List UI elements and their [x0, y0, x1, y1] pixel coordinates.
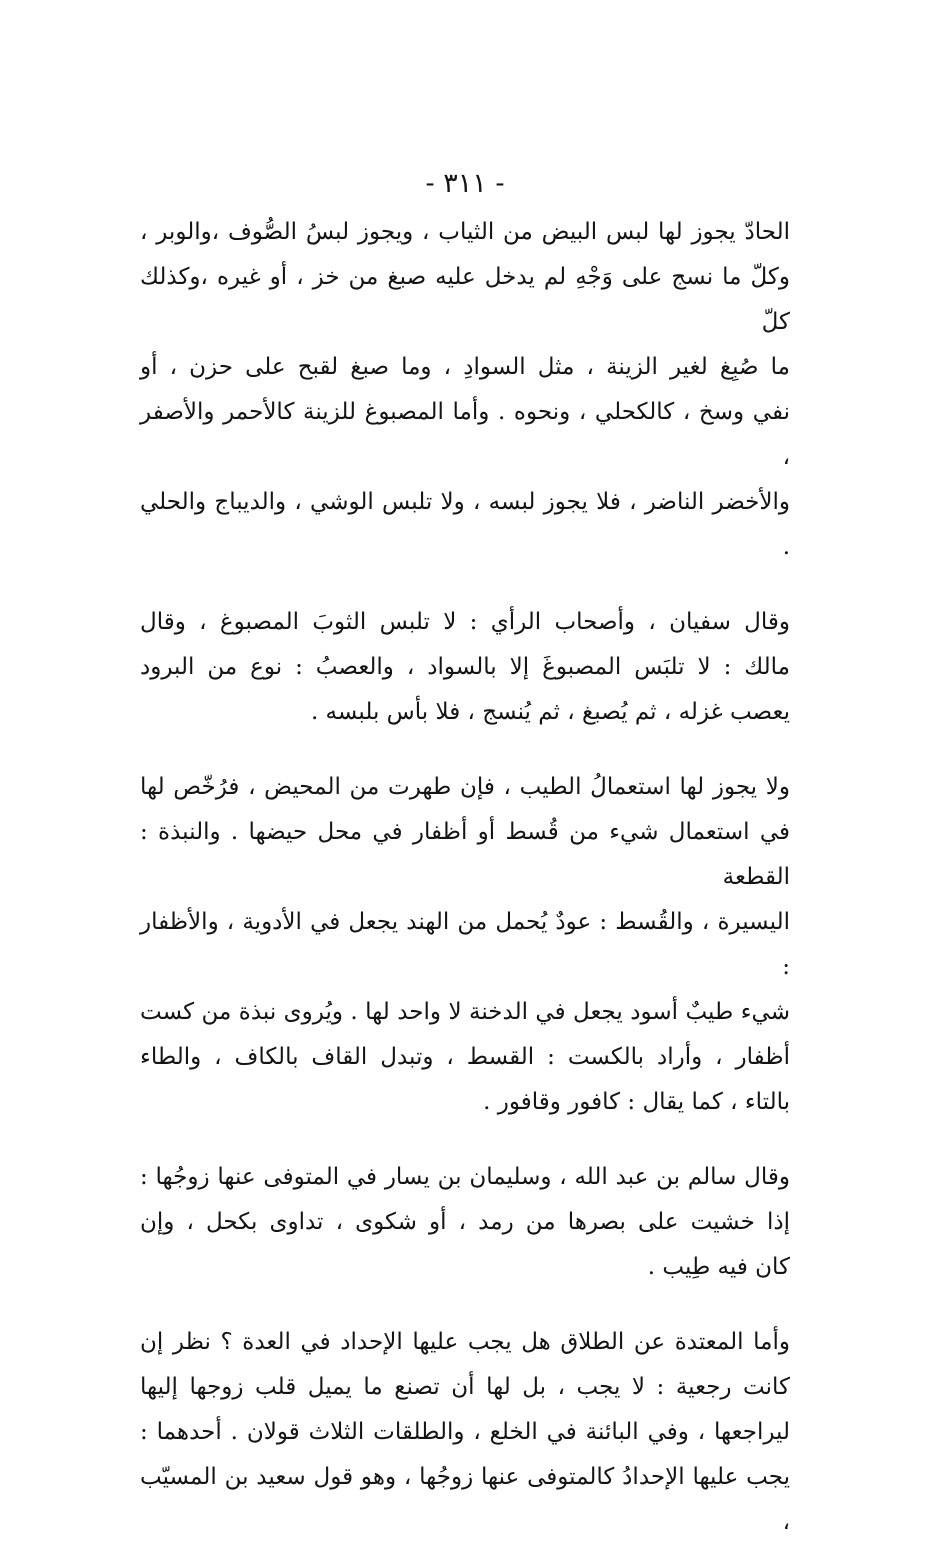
paragraph-1 [140, 210, 790, 570]
body-text [140, 210, 790, 1545]
text-line: في استعمال شيء من قُسط أو أظفار في محل حيضها . والنبذة : القطعة [140, 819, 790, 890]
text-line: وأما المعتدة عن الطلاق هل يجب عليها الإحداد في العدة ؟ نظر إن [140, 1329, 790, 1355]
paragraph-3 [140, 765, 790, 1125]
text-line: يجب عليها الإحدادُ كالمتوفى عنها زوجُها ، وهو قول سعيد بن المسيّب ، [140, 1464, 790, 1535]
page-number: - ٣١١ - [425, 168, 505, 199]
text-line: بالتاء ، كما يقال : كافور وقافور . [483, 1089, 790, 1115]
text-line: مالك : لا تلبَس المصبوغَ إلا بالسواد ، والعصبُ : نوع من البرود [140, 654, 790, 680]
text-line: إذا خشيت على بصرها من رمد ، أو شكوى ، تداوى بكحل ، وإن [140, 1209, 790, 1235]
text-line: كان فيه طِيب . [647, 1254, 790, 1280]
paragraph-4 [140, 1155, 790, 1290]
text-line: نفي وسخ ، كالكحلي ، ونحوه . وأما المصبوغ للزينة كالأحمر والأصفر ، [140, 399, 790, 470]
paragraph-2 [140, 600, 790, 735]
text-line: وقال سالم بن عبد الله ، وسليمان بن يسار في المتوفى عنها زوجُها : [140, 1164, 790, 1190]
text-line: شيء طيبٌ أسود يجعل في الدخنة لا واحد لها . ويُروى نبذة من كست [140, 999, 790, 1025]
text-line: أظفار ، وأراد بالكست : القسط ، وتبدل القاف بالكاف ، والطاء [140, 1044, 790, 1070]
text-line: وقال سفيان ، وأصحاب الرأي : لا تلبس الثوبَ المصبوغ ، وقال [140, 609, 790, 635]
paragraph-5 [140, 1320, 790, 1545]
text-line: يعصب غزله ، ثم يُصبغ ، ثم يُنسج ، فلا بأس بلبسه . [310, 699, 790, 725]
text-line: وكلّ ما نسج على وَجْهِ لم يدخل عليه صبغ من خز ، أو غيره ،وكذلك كلّ [140, 264, 790, 335]
text-line: ليراجعها ، وفي البائنة في الخلع ، والطلقات الثلاث قولان . أحدهما : [140, 1419, 790, 1445]
text-line: ما صُبِغ لغير الزينة ، مثل السوادِ ، وما صبغ لقبح على حزن ، أو [140, 354, 790, 380]
text-line: ولا يجوز لها استعمالُ الطيب ، فإن طهرت من المحيض ، فرُخّص لها [140, 774, 790, 800]
text-line: والأخضر الناضر ، فلا يجوز لبسه ، ولا تلبس الوشي ، والديباج والحلي . [140, 489, 790, 560]
text-line: اليسيرة ، والقُسط : عودٌ يُحمل من الهند يجعل في الأدوية ، والأظفار : [140, 909, 790, 980]
text-line: الحادّ يجوز لها لبس البيض من الثياب ، ويجوز لبسُ الصُّوف ،والوبر ، [140, 219, 790, 245]
text-line: كانت رجعية : لا يجب ، بل لها أن تصنع ما يميل قلب زوجها إليها [140, 1374, 790, 1400]
